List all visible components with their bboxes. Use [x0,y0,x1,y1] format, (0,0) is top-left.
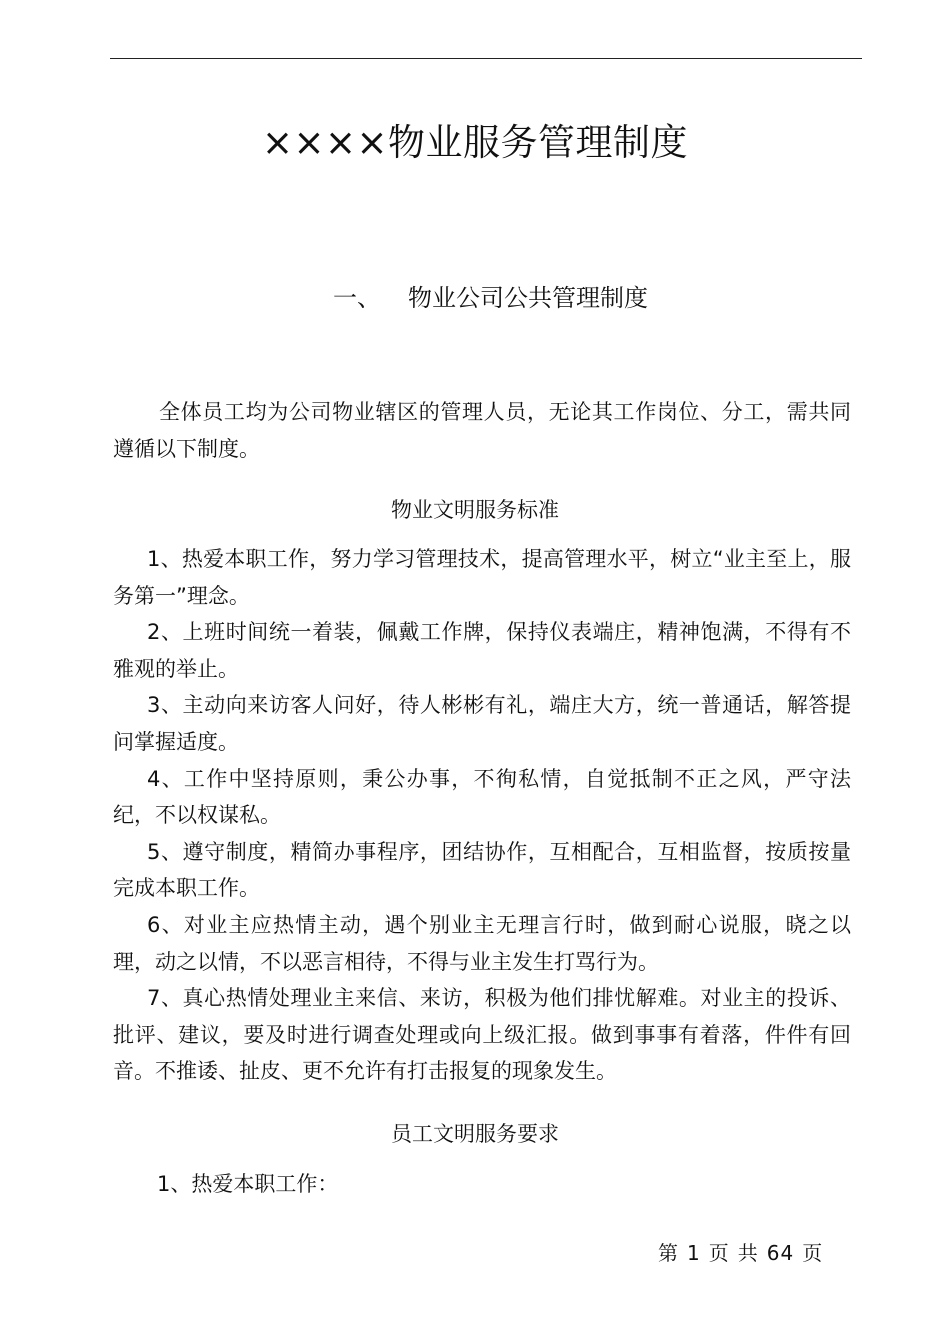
list-item: 5、遵守制度，精简办事程序，团结协作，互相配合，互相监督，按质按量完成本职工作。 [113,839,851,901]
document-title: ××××物业服务管理制度 [261,121,688,164]
list-item: 3、主动向来访客人问好，待人彬彬有礼，端庄大方，统一普通话，解答提问掌握适度。 [113,693,851,754]
page-mid: 页 [708,1241,730,1265]
header-rule [110,58,862,59]
list-item: 2、上班时间统一着装，佩戴工作牌，保持仪表端庄，精神饱满，不得有不雅观的举止。 [113,620,851,681]
standards-heading: 物业文明服务标准 [391,498,559,522]
intro-paragraph: 全体员工均为公司物业辖区的管理人员，无论其工作岗位、分工，需共同遵循以下制度。 [113,400,851,461]
total-pages-number: 64 [766,1241,795,1265]
section-title: 物业公司公共管理制度 [408,284,648,312]
current-page-number: 1 [687,1241,701,1265]
requirements-heading: 员工文明服务要求 [391,1122,559,1146]
standards-list [113,541,851,1090]
requirements-first-item: 1、热爱本职工作： [157,1172,339,1196]
list-item: 4、工作中坚持原则，秉公办事，不徇私情，自觉抵制不正之风，严守法纪，不以权谋私。 [113,766,851,828]
section-heading [333,280,648,316]
section-number: 一、 [333,284,381,312]
page-prefix: 第 [658,1241,679,1265]
list-item: 6、对业主应热情主动，遇个别业主无理言行时，做到耐心说服，晓之以理，动之以情，不以恶言相待，不得与业主发生打骂行为。 [113,912,851,974]
list-item: 7、真心热情处理业主来信、来访，积极为他们排忧解难。对业主的投诉、批评、建议，要及时进行调查处理或向上级汇报。做到事事有着落，件件有回音。不推诿、扯皮、更不允许有打击报复的现象发生。 [113,986,851,1084]
page-footer [658,1238,823,1268]
page-suffix: 页 [802,1241,824,1265]
list-item: 1、热爱本职工作，努力学习管理技术，提高管理水平，树立“业主至上，服务第一”理念。 [113,547,851,608]
total-prefix: 共 [737,1241,759,1265]
